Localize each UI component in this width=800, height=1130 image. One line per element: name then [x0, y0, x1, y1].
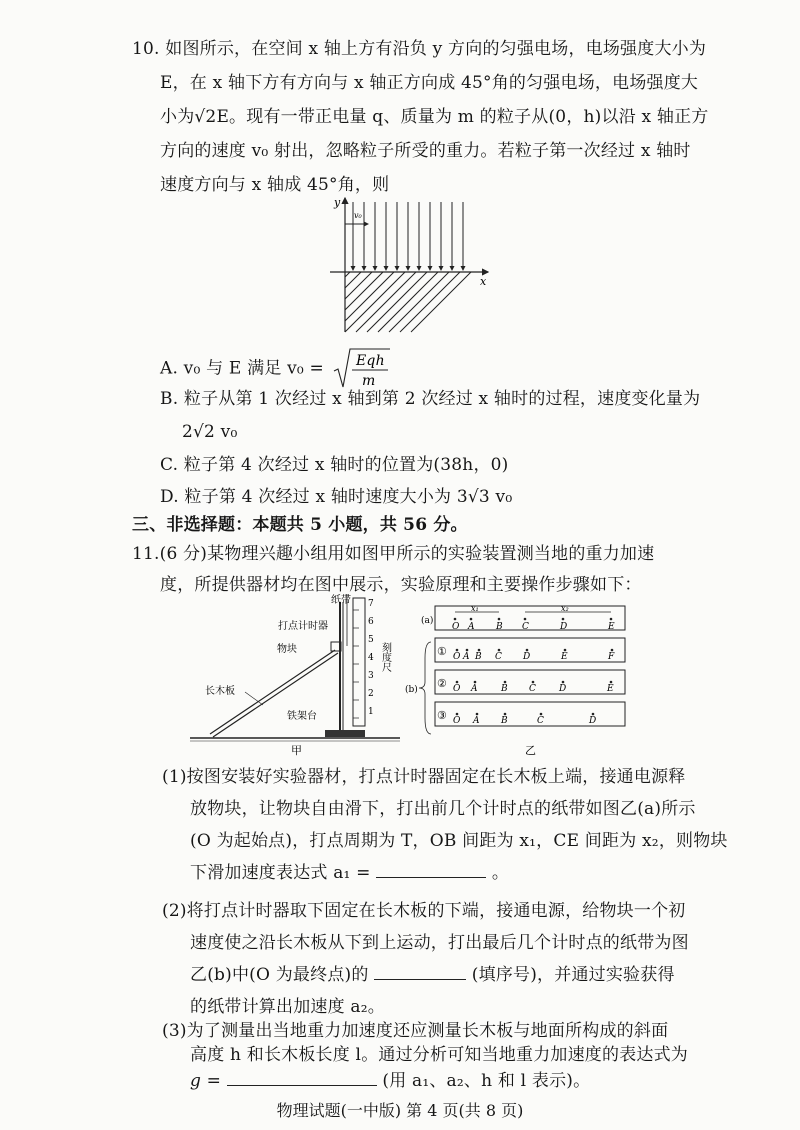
x-axis-label: x: [480, 275, 487, 288]
tape-a-point-c: C: [522, 622, 529, 632]
caption-jia: 甲: [291, 744, 302, 757]
tape-3-point-a: A: [473, 716, 480, 726]
tape-b-label: (b): [405, 685, 418, 695]
answer-blank-a1[interactable]: [376, 863, 486, 878]
q11-p2-line-2: 速度使之沿长木板从下到上运动，打出最后几个计时点的纸带为图: [190, 933, 689, 953]
q10-line-1: 10. 如图所示，在空间 x 轴上方有沿负 y 方向的匀强电场，电场强度大小为: [132, 39, 707, 59]
tape-2-point-c: C: [529, 684, 536, 694]
q11-p1-line-4: [190, 862, 509, 884]
tape-2-point-e: E: [607, 684, 614, 694]
figure-jia-apparatus: [185, 590, 405, 755]
q11-p1-line-4-text: 下滑加速度表达式 a₁ =: [190, 863, 371, 883]
ruler-tick-4: 4: [368, 653, 374, 663]
q10-line-4: 方向的速度 v₀ 射出，忽略粒子所受的重力。若粒子第一次经过 x 轴时: [160, 141, 691, 161]
tape-2-point-o: O: [453, 684, 461, 694]
fraction-denominator: m: [361, 373, 376, 389]
q11-p2-line-4: 的纸带计算出加速度 a₂。: [190, 997, 385, 1017]
q11-p1-end: 。: [491, 863, 510, 883]
option-c: C. 粒子第 4 次经过 x 轴时的位置为(38h，0): [160, 455, 509, 475]
tape-3-number: ③: [437, 709, 447, 722]
tape-a-point-b: B: [496, 622, 503, 632]
tape-1-point-d: D: [523, 652, 531, 662]
q11-p2-line-1: (2)将打点计时器取下固定在长木板的下端，接通电源，给物块一个初: [162, 901, 686, 921]
v0-label: v₀: [354, 211, 362, 220]
section-3-heading: 三、非选择题：本题共 5 小题，共 56 分。: [132, 515, 468, 535]
q11-p1-line-3: (O 为起始点)，打点周期为 T，OB 间距为 x₁，CE 间距为 x₂，则物块: [190, 831, 728, 851]
y-axis-label: y: [334, 196, 341, 209]
label-board: 长木板: [205, 686, 235, 697]
option-b-line-2: 2√2 v₀: [182, 422, 238, 442]
option-b-line-1: B. 粒子从第 1 次经过 x 轴到第 2 次经过 x 轴时的过程，速度变化量为: [160, 389, 701, 409]
q11-p3-line-1: (3)为了测量出当地重力加速度还应测量长木板与地面所构成的斜面: [162, 1021, 669, 1041]
q11-intro-1: 11.(6 分)某物理兴趣小组用如图甲所示的实验装置测当地的重力加速: [132, 544, 655, 564]
tape-a-point-o: O: [452, 622, 460, 632]
q11-intro-2: 度，所提供器材均在图中展示，实验原理和主要操作步骤如下：: [160, 575, 642, 595]
tape-2-point-d: D: [559, 684, 567, 694]
q10-line-3: 小为√2E。现有一带正电量 q、质量为 m 的粒子从(0，h)以沿 x 轴正方: [160, 107, 709, 127]
q11-p1-line-1: (1)按图安装好实验器材，打点计时器固定在长木板上端，接通电源释: [162, 767, 686, 787]
tape-3-point-d: D: [589, 716, 597, 726]
ruler-tick-6: 6: [368, 617, 374, 627]
ruler-tick-5: 5: [368, 635, 374, 645]
figure-yi-tapes: [405, 598, 633, 760]
label-block: 物块: [277, 644, 297, 655]
q10-line-2: E，在 x 轴下方有方向与 x 轴正方向成 45°角的匀强电场，电场强度大: [160, 73, 699, 93]
q10-line-5: 速度方向与 x 轴成 45°角，则: [160, 175, 390, 195]
tape-1-point-c: C: [495, 652, 502, 662]
tape-1-point-a: A: [463, 652, 470, 662]
q11-p2-line-3-text: 乙(b)中(O 为最终点)的: [190, 965, 369, 985]
tape-1-point-e: E: [561, 652, 568, 662]
x2-label: x₂: [561, 604, 569, 613]
tape-a-point-e: E: [608, 622, 615, 632]
tape-2-point-a: A: [471, 684, 478, 694]
tape-1-point-o: O: [453, 652, 461, 662]
tape-3-point-c: C: [537, 716, 544, 726]
q11-p3-line-3: [190, 1070, 590, 1092]
sqrt-fraction: [332, 347, 392, 391]
ruler-tick-3: 3: [368, 671, 374, 681]
q11-p3-g: g =: [190, 1071, 222, 1091]
label-stand: 铁架台: [287, 711, 317, 722]
tape-a-point-d: D: [560, 622, 568, 632]
option-d: D. 粒子第 4 次经过 x 轴时速度大小为 3√3 v₀: [160, 487, 513, 507]
tape-3-point-b: B: [501, 716, 508, 726]
tape-1-number: ①: [437, 645, 447, 658]
ruler-tick-1: 1: [368, 707, 374, 717]
answer-blank-g[interactable]: [227, 1071, 377, 1086]
label-tape: 纸带: [331, 595, 351, 606]
q11-p3-line-3-end: (用 a₁、a₂、h 和 l 表示)。: [382, 1071, 591, 1091]
x1-label: x₁: [471, 604, 479, 613]
tape-2-point-b: B: [501, 684, 508, 694]
tape-2-number: ②: [437, 677, 447, 690]
page-footer: 物理试题(一中版) 第 4 页(共 8 页): [276, 1101, 524, 1120]
label-ruler: 刻度尺: [379, 642, 391, 672]
tape-1-point-f: F: [608, 652, 615, 662]
tape-a-label: (a): [421, 616, 434, 626]
answer-blank-tape-number[interactable]: [374, 965, 466, 980]
fraction-numerator: Eqh: [355, 353, 385, 369]
ruler-tick-2: 2: [368, 689, 374, 699]
q11-p3-line-2: 高度 h 和长木板长度 l。通过分析可知当地重力加速度的表达式为: [190, 1045, 688, 1065]
tape-3-point-o: O: [453, 716, 461, 726]
q11-p2-line-3: [190, 964, 675, 986]
caption-yi: 乙: [525, 744, 536, 757]
q11-p1-line-2: 放物块，让物块自由滑下，打出前几个计时点的纸带如图乙(a)所示: [190, 799, 696, 819]
option-a: [160, 347, 392, 391]
label-timer: 打点计时器: [278, 621, 328, 632]
electric-field-diagram: [320, 192, 495, 337]
q11-p2-line-3-end: (填序号)，并通过实验获得: [471, 965, 675, 985]
ruler-tick-7: 7: [368, 599, 374, 609]
tape-a-point-a: A: [468, 622, 475, 632]
tape-1-point-b: B: [475, 652, 482, 662]
option-a-text: A. v₀ 与 E 满足 v₀ =: [160, 358, 324, 379]
